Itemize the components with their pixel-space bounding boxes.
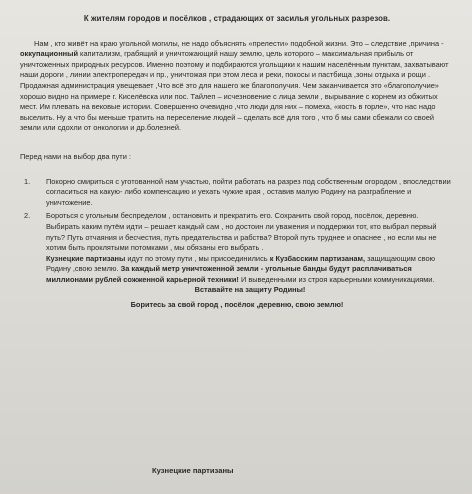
closing-text-3: И выведенными из строя карьерными коммуникациями. [240,274,435,284]
slogan-defend: Вставайте на защиту Родины! [194,285,306,295]
signature: Кузнецкие партизаны [152,466,234,475]
intro-bold-word: оккупационный [20,49,78,59]
choice-lead: Перед нами на выбор два пути : [20,151,131,161]
closing-bold-2: к Кузбасским партизанам, [269,253,366,263]
option-2 [20,211,454,296]
option-2-text: Бороться с угольным беспределом , остановить и прекратить его. Сохранить свой город, посёлок, деревню. [46,211,419,221]
option-1 [20,177,454,209]
leaflet-title: К жителям городов и посёлков , страдающих от засилья угольных разрезов. [83,14,391,23]
intro-text-1: Нам , кто живёт на краю угольной могилы, не надо объяснять «прелести» подобной жизни. Это – следствие ,причина - [34,38,444,48]
closing-bold-3: За каждый метр уничтоженной земли - угольные банды будут расплачиваться миллионами рублей сожженной карьерной техники! [46,264,412,284]
closing-text-1: идут по этому пути , мы присоединились [127,253,268,263]
closing-paragraph [46,254,454,286]
option-2-choice-text: Выбирать каким путём идти – решает каждый сам , но достоин ли уважения и поддержки тот, кто выбрал первый путь? Путь отчаяния и бесчестия, путь предательства и рабства? Второй путь труднее и опаснее , но если мы не хотим быть проклятыми потомками , мы обязаны его выбрать . [46,221,437,253]
option-1-number: 1. [24,176,31,186]
option-1-text: Покорно смириться с уготованной нам участью, пойти работать на разрез под собственным огородом , впоследствии согласиться на какую- либо компенсацию и уехать чужие края , оставив малую Родину на разграбление и уничтожение. [46,176,451,207]
closing-text-2: защищающим свою Родину ,свою землю. [46,253,436,274]
option-2-number: 2. [24,211,31,221]
slogan-fight: Боритесь за свой город , посёлок ,деревню, свою землю! [130,300,344,310]
intro-paragraph [20,39,454,134]
options-list [20,177,454,297]
closing-bold-1: Кузнецкие партизаны [46,253,126,263]
intro-text-2: капитализм, грабящий и уничтожающий нашу землю, цель которого – максимальная прибыль от уничтоженных природных ресурсов. Именно поэтому и подбираются угольщики к нашим населённым пунктам, захватывают наши дороги , линии электропередач и пр., уничтожая при этом леса и реки, покосы и пастбища ,зоны отдыха и рощи . Продажная администрация увещевает ,Что всё это для нашего же благополучия. Чем заканчивается это «благополучие» хорошо видно на примере г. Киселёвска или пос. Тайлеп – исчезновение с лица земли , вырывание с корнем из обжитых мест. Им плевать на вековые истории. Совершенно очевидно ,что люди для них – помеха, «кость в горле», что нас надо выселить. Ну а что бы меньше тратить на переселение людей – сделать всё для того , что б мы сами сбежали со своей земли или сдохли от онкологии и др.болезней. [20,49,449,133]
